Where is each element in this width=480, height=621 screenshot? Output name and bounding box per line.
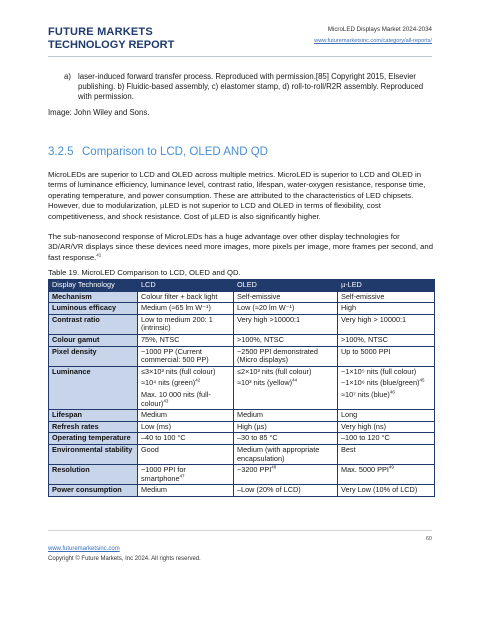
table-cell: –100 to 120 °C [338,433,435,445]
table-cell: High [338,303,435,315]
table-cell: –40 to 100 °C [138,433,234,445]
footer-link[interactable]: www.futuremarketsinc.com [48,546,120,552]
row-header: Resolution [49,465,138,485]
table-cell [138,366,234,409]
uled-luminance-blue [341,391,431,400]
table-cell: Medium [138,410,234,422]
table-row [49,334,435,346]
table-cell: 75%, NTSC [138,334,234,346]
table-row [49,444,435,464]
image-source: Image: John Wiley and Sons. [48,108,150,117]
cell-text: Max. 5000 PPI [341,465,389,475]
table-row [49,303,435,315]
table-cell: ~1000 PP (Current commercial: 500 PP) [138,346,234,366]
lcd-luminance-full: ≤3×10³ nits (full colour) [141,366,216,376]
table-cell: Good [138,444,234,464]
paragraph-2-text: The sub-nanosecond response of MicroLEDs has a huge advantage over other display technologies for 3D/AR/VR displays since these devices need more images, more pixels per image, more frames per second, and fast response. [48,232,433,262]
table-cell: Long [338,410,435,422]
header-link[interactable]: www.futuremarketsinc.com/category/all-reports/ [314,38,432,44]
header-right [314,26,432,44]
section-heading [48,146,268,158]
caption-text: laser-induced forward transfer process. Reproduced with permission.[85] Copyright 2015, Elsevier publishing. b) Fluidic-based assembly, c) elastomer stamp, d) roll-to-roll/R2R assembly. Reproduced with permission. [78,72,424,102]
brand-line-1: FUTURE MARKETS [48,26,153,38]
uled-luminance-full: ~1×10⁵ nits (full colour) [341,366,417,376]
page-number: 60 [425,536,432,542]
table-cell [338,465,435,485]
row-header: Colour gamut [49,334,138,346]
reference-marker: 45 [419,377,425,383]
table-cell: –Low (20% of LCD) [234,485,338,497]
table-cell: Best [338,444,435,464]
table-row-luminance [49,366,435,409]
row-header: Power consumption [49,485,138,497]
table-cell: >100%, NTSC [234,334,338,346]
table-cell [338,366,435,409]
table-row [49,314,435,334]
table-cell: ~2500 PPI demonstrated (Micro displays) [234,346,338,366]
cell-text: ≈10⁷ nits (blue) [341,389,390,399]
footer-divider [48,530,432,531]
cell-text: ~1000 PPI for smartphone [141,465,186,483]
cell-text: Max. 10 000 nits (full-colour) [141,389,211,408]
table-cell: –30 to 85 °C [234,433,338,445]
table-cell: Self-emissive [338,291,435,303]
table-cell: Colour filter + back light [138,291,234,303]
reference-marker: 41 [96,252,102,258]
row-header: Pixel density [49,346,138,366]
table-row [49,291,435,303]
table-cell: Medium (≈65 lm W⁻¹) [138,303,234,315]
lcd-luminance-green [141,379,230,388]
document-title: MicroLED Displays Market 2024-2034 [327,26,432,33]
row-header: Luminous efficacy [49,303,138,315]
page-header [48,26,432,51]
table-cell: >100%, NTSC [338,334,435,346]
table-cell: Medium [138,485,234,497]
table-cell: Low (≈20 lm W⁻¹) [234,303,338,315]
table-cell: Low (ms) [138,421,234,433]
figure-caption [64,72,432,103]
row-header: Operating temperature [49,433,138,445]
cell-text: ≈10³ nits (yellow) [237,378,293,388]
row-header: Refresh rates [49,421,138,433]
table-cell: High (µs) [234,421,338,433]
table-cell: Up to 5000 PPI [338,346,435,366]
header-divider [48,56,432,57]
table-cell: Medium (with appropriate encapsulation) [234,444,338,464]
oled-luminance-full: ≤2×10³ nits (full colour) [237,366,312,376]
oled-luminance-yellow [237,379,334,388]
comparison-table [48,279,435,497]
table-cell [234,465,338,485]
table-cell: Self-emissive [234,291,338,303]
cell-text: ~3200 PPI [237,465,272,475]
section-title: Comparison to LCD, OLED AND QD [82,146,268,158]
table-cell: Medium [234,410,338,422]
table-cell [234,366,338,409]
table-row [49,410,435,422]
table-row [49,433,435,445]
reference-marker: 44 [292,377,298,383]
paragraph-2 [48,232,436,263]
row-header: Lifespan [49,410,138,422]
table-cell [138,465,234,485]
cell-text: ~1×10⁶ nits (blue/green) [341,378,420,388]
reference-marker: 42 [195,377,201,383]
reference-marker: 47 [179,473,185,479]
table-row-resolution [49,465,435,485]
table-row [49,346,435,366]
table-row [49,421,435,433]
cell-text: ≈10⁴ nits (green) [141,378,196,388]
table-cell: Very high (ns) [338,421,435,433]
header-cell: Display Technology [49,280,138,292]
reference-marker: 48 [271,464,277,470]
row-header: Contrast ratio [49,314,138,334]
table-header-row [49,280,435,292]
table-row [49,485,435,497]
section-number: 3.2.5 [48,146,74,158]
brand-line-2: TECHNOLOGY REPORT [48,39,175,51]
row-header: Luminance [49,366,138,409]
reference-marker: 43 [163,398,169,404]
reference-marker: 49 [388,464,394,470]
header-cell: LCD [138,280,234,292]
row-header: Environmental stability [49,444,138,464]
table-caption: Table 19. MicroLED Comparison to LCD, OLED and QD. [48,268,241,277]
header-cell: OLED [234,280,338,292]
table-cell: Low to medium 200: 1 (intrinsic) [138,314,234,334]
paragraph-1: MicroLEDs are superior to LCD and OLED across multiple metrics. MicroLED is superior to LCD and OLED in terms of luminance efficiency, luminance level, contrast ratio, lifespan, water-oxygen resistance, response time, operating temperature, and power consumption. These are attributed to the characteristics of LED chipsets. However, due to modularization, µLED is not superior to LCD and OLED in terms of flexibility, cost competitiveness, and shock resistance. Cost of µLED is also significantly higher. [48,170,426,221]
table-cell: Very Low (10% of LCD) [338,485,435,497]
lcd-luminance-max [141,391,230,408]
header-cell: µ-LED [338,280,435,292]
reference-marker: 46 [389,389,395,395]
table-cell: Very high >10000:1 [234,314,338,334]
copyright: Copyright © Future Markets, Inc 2024. All rights reserved. [48,556,201,562]
caption-label: a) [64,72,71,81]
table-cell: Very high > 10000:1 [338,314,435,334]
row-header: Mechanism [49,291,138,303]
uled-luminance-bluegreen [341,379,431,388]
